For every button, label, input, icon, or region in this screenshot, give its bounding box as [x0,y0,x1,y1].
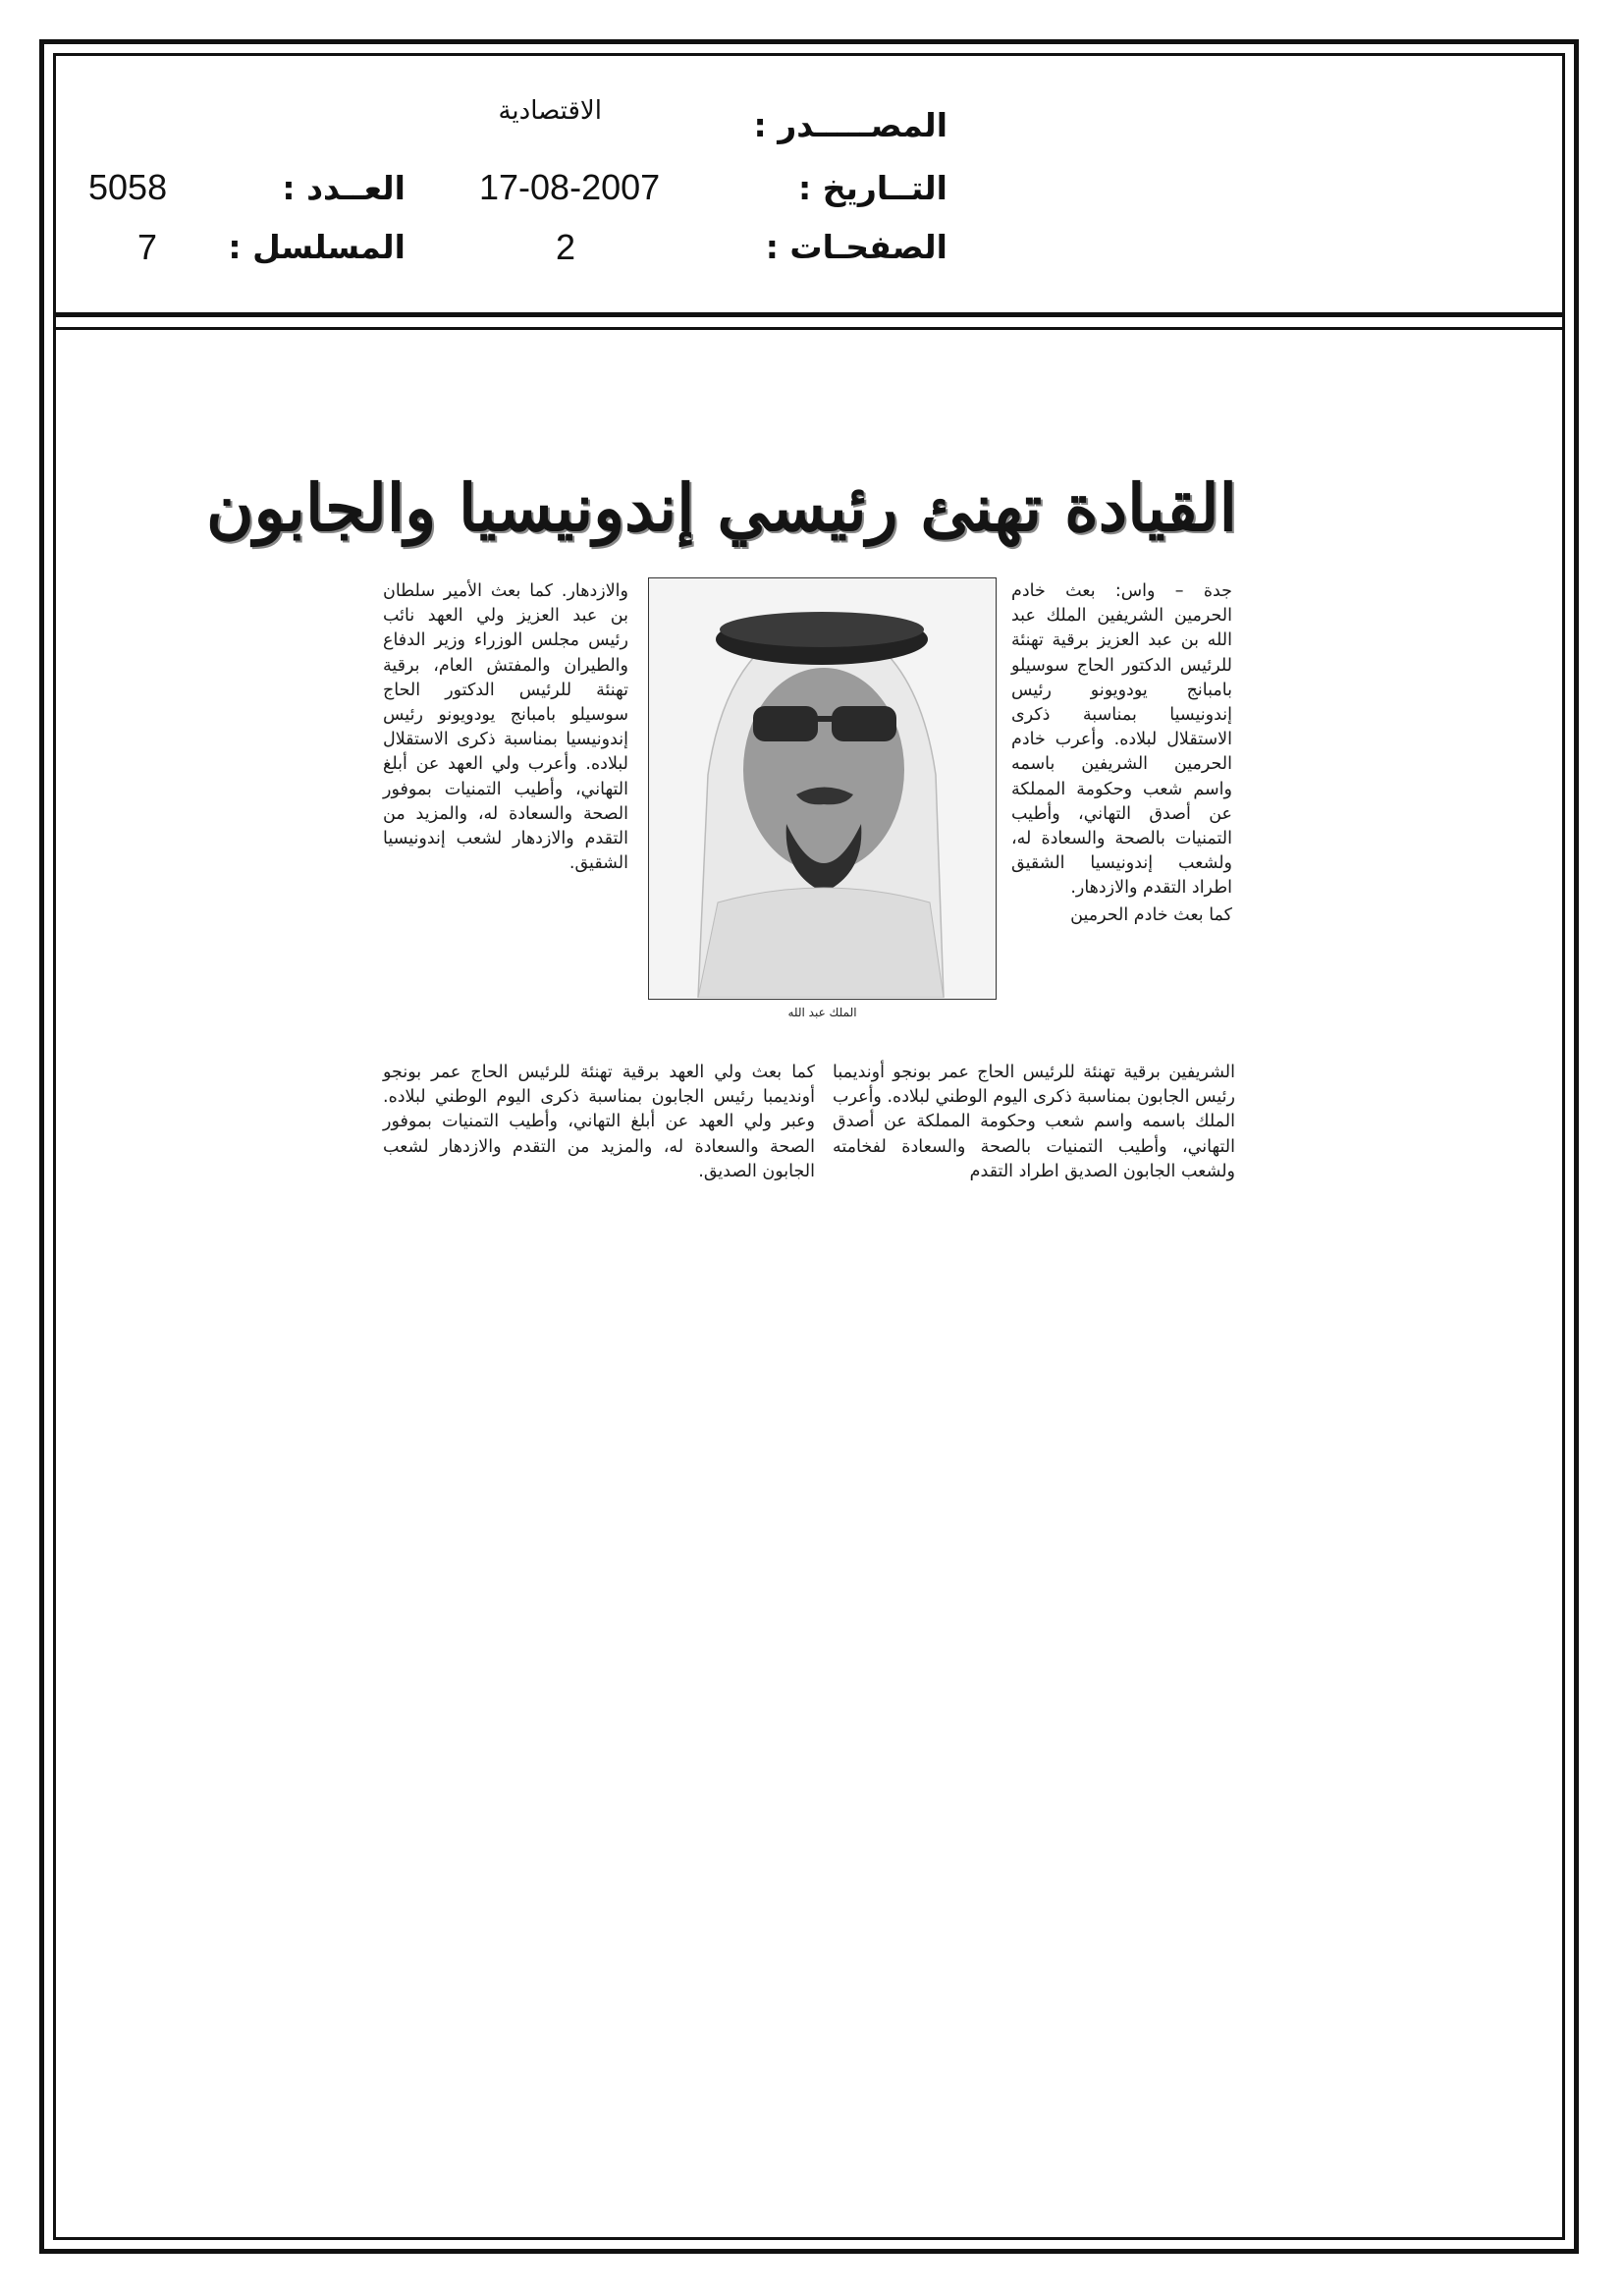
article-paragraph: الشريفين برقية تهنئة للرئيس الحاج عمر بونجو أونديمبا رئيس الجابون بمناسبة ذكرى اليوم الوطني لبلاده. وأعرب الملك باسمه واسم شعب وحكومة المملكة عن أصدق التهاني، وأطيب التمنيات بالصحة والسعادة لفخامته ولشعب الجابون الصديق اطراد التقدم [833,1063,1235,1181]
article-column-bottom-right [833,1061,1235,1184]
article-column-bottom-left [383,1061,815,1184]
article-column-left [383,579,628,876]
king-abdullah-photo [648,577,997,1000]
pages-label: الصفحـات : [765,228,947,266]
article-paragraph: جدة – واس: بعث خادم الحرمين الشريفين الملك عبد الله بن عبد العزيز برقية تهنئة للرئيس الدكتور الحاج سوسيلو بامبانج يودويونو رئيس إندونيسيا بمناسبة ذكرى الاستقلال لبلاده. وأعرب خادم الحرمين الشريفين باسمه واسم شعب وحكومة المملكة عن أصدق التهاني، وأطيب التمنيات بالصحة والسعادة له، ولشعب إندونيسيا الشقيق اطراد التقدم والازدهار. [1011,581,1232,899]
issue-value: 5058 [88,167,168,207]
source-label: المصـــــدر : [753,106,947,144]
article-column-right [1011,579,1232,928]
serial-label: المسلسل : [228,228,406,266]
photo-caption: الملك عبد الله [787,1006,857,1019]
article-headline: القيادة تهنئ رئيسي إندونيسيا والجابون [206,469,1237,546]
article-paragraph: والازدهار. كما بعث الأمير سلطان بن عبد العزيز ولي العهد نائب رئيس مجلس الوزراء وزير الدفاع والطيران والمفتش العام، برقية تهنئة للرئيس الدكتور الحاج سوسيلو بامبانج يودويونو رئيس إندونيسيا بمناسبة ذكرى الاستقلال لبلاده. وأعرب ولي العهد عن أبلغ التهاني، وأطيب التمنيات بموفور الصحة والسعادة له، والمزيد من التقدم والازدهار لشعب إندونيسيا الشقيق. [383,581,628,874]
date-value: 17-08-2007 [479,167,661,207]
date-label: التــاريخ : [798,169,947,207]
header-divider [53,312,1565,317]
article-paragraph: كما بعث ولي العهد برقية تهنئة للرئيس الحاج عمر بونجو أونديمبا رئيس الجابون بمناسبة ذكرى اليوم الوطني لبلاده. وعبر ولي العهد عن أبلغ التهاني، وأطيب التمنيات بموفور الصحة والسعادة له، والمزيد من التقدم والازدهار لشعب الجابون الصديق. [383,1063,815,1181]
portrait-image [649,578,995,998]
article-paragraph: كما بعث خادم الحرمين [1070,904,1232,925]
source-value: الاقتصادية [498,96,602,126]
header-divider-inner [53,327,1565,330]
serial-value: 7 [137,227,158,267]
issue-label: العــدد : [282,169,406,207]
pages-value: 2 [556,227,576,267]
